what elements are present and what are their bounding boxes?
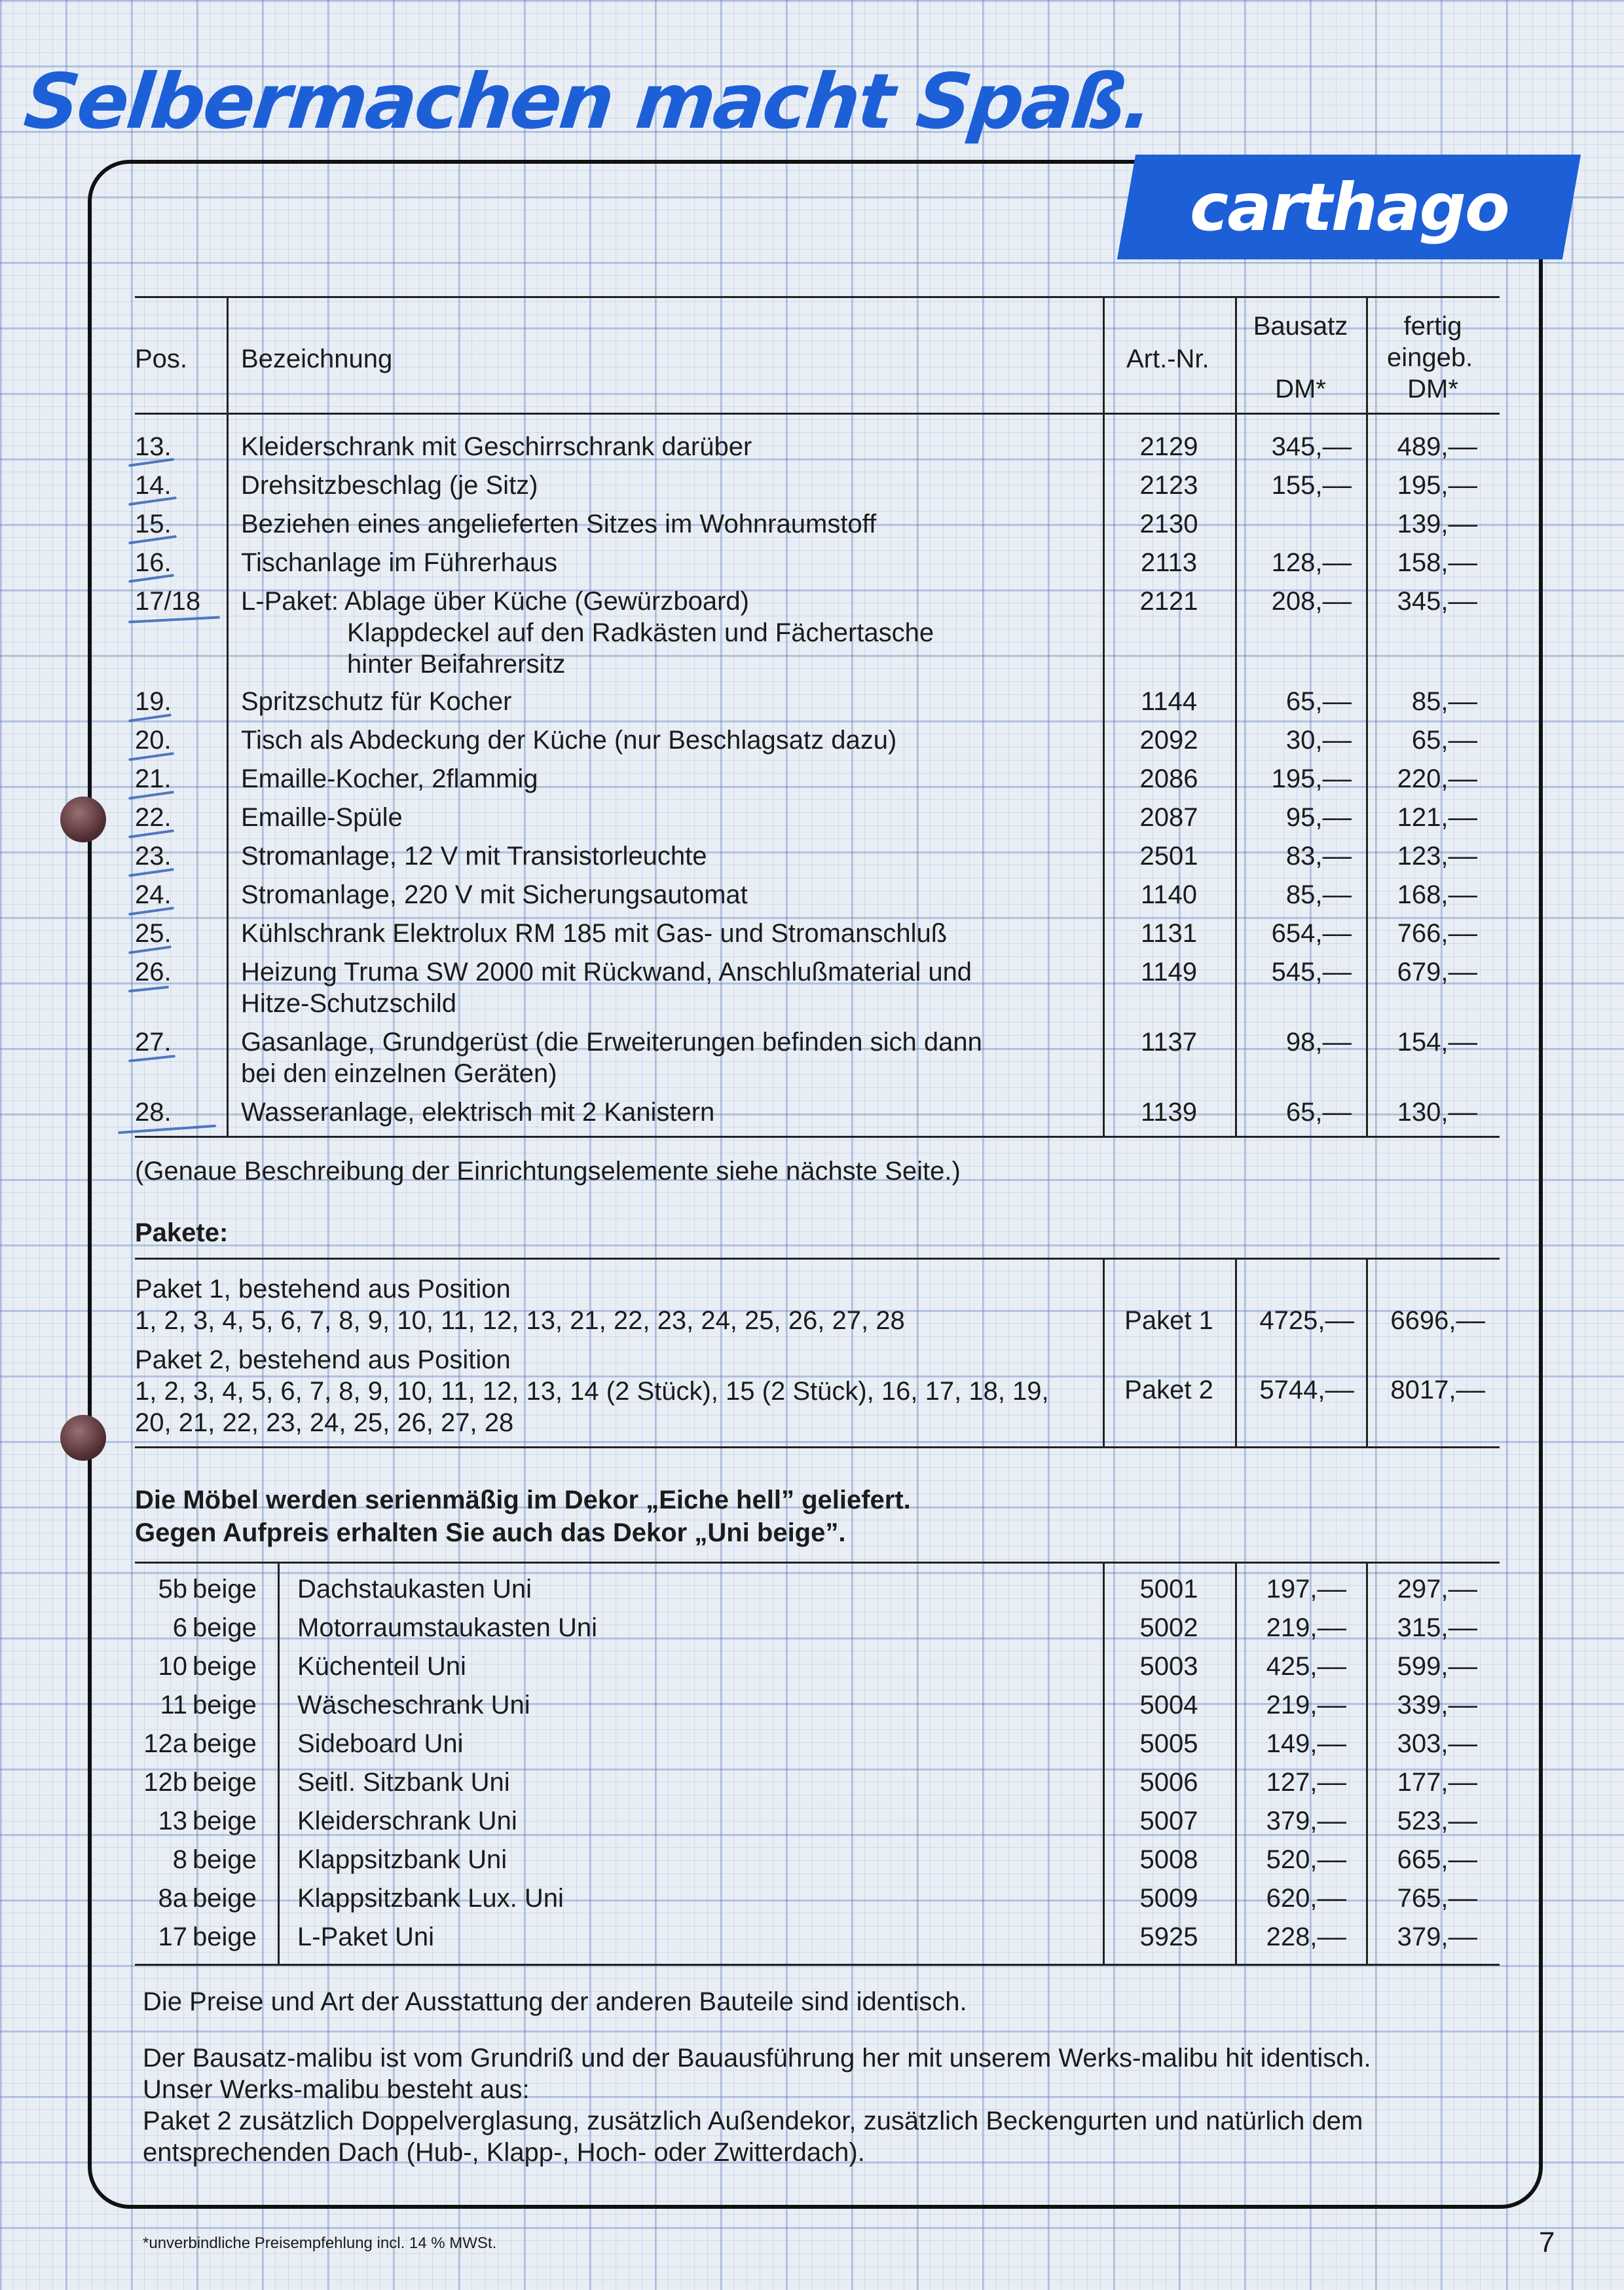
decor-color: beige: [193, 1575, 257, 1604]
decor-fertig: 379,––: [1397, 1923, 1477, 1951]
decor-art: 5009: [1139, 1884, 1198, 1913]
decor-art: 5007: [1139, 1807, 1198, 1835]
row-fertig: 123,––: [1397, 842, 1477, 871]
row-fertig: 168,––: [1397, 880, 1477, 909]
row-desc: Drehsitzbeschlag (je Sitz): [241, 471, 538, 500]
row-fertig: 85,––: [1411, 687, 1477, 716]
row-bausatz: 65,––: [1285, 1098, 1352, 1127]
decor-fertig: 297,––: [1397, 1575, 1477, 1604]
closing-paragraph-2-line1: Der Bausatz-malibu ist vom Grundriß und der Bauausführung her mit unserem Werks-malibu hit identisch.: [143, 2044, 1371, 2073]
decor-name: Klappsitzbank Lux. Uni: [297, 1884, 564, 1913]
row-bausatz: 654,––: [1271, 919, 1352, 948]
pakete-col-divider: [1235, 1258, 1237, 1448]
decor-bausatz: 620,––: [1266, 1884, 1346, 1913]
decor-fertig: 599,––: [1397, 1652, 1477, 1681]
decor-fertig: 177,––: [1397, 1768, 1477, 1797]
pakete-bottom-rule: [135, 1446, 1500, 1448]
row-desc: Tischanlage im Führerhaus: [241, 548, 558, 577]
binder-hole-bottom: [60, 1415, 106, 1461]
row-fertig: 65,––: [1411, 726, 1477, 755]
pakete-col-divider: [1366, 1258, 1368, 1448]
decor-fertig: 665,––: [1397, 1845, 1477, 1874]
row-pos: 15.: [135, 510, 172, 538]
row-fertig: 345,––: [1397, 587, 1477, 616]
decor-pos: 6: [172, 1613, 187, 1642]
table1-header-rule: [135, 413, 1500, 415]
decor-art: 5008: [1139, 1845, 1198, 1874]
header-fertig: fertig: [1403, 312, 1462, 341]
decor-color: beige: [193, 1845, 257, 1874]
row-bausatz: 545,––: [1271, 958, 1352, 986]
decor-name: Kleiderschrank Uni: [297, 1807, 517, 1835]
row-desc: Beziehen eines angelieferten Sitzes im Wohnraumstoff: [241, 510, 877, 538]
paket-desc: Paket 1, bestehend aus Position: [135, 1275, 511, 1304]
row-bausatz: 155,––: [1271, 471, 1352, 500]
decor-color: beige: [193, 1884, 257, 1913]
footnote: *unverbindliche Preisempfehlung incl. 14 % MWSt.: [143, 2234, 497, 2252]
header-bausatz-unit: DM*: [1275, 375, 1326, 404]
row-pos: 28.: [135, 1098, 172, 1127]
decor-bausatz: 219,––: [1266, 1691, 1346, 1719]
pakete-heading: Pakete:: [135, 1218, 229, 1247]
decor-bausatz: 228,––: [1266, 1923, 1346, 1951]
row-art: 1140: [1140, 880, 1197, 909]
row-fertig: 679,––: [1397, 958, 1477, 986]
description-note: (Genaue Beschreibung der Einrichtungselemente siehe nächste Seite.): [135, 1157, 961, 1186]
row-bausatz: 83,––: [1285, 842, 1352, 871]
decor-name: Dachstaukasten Uni: [297, 1575, 532, 1604]
header-pos: Pos.: [135, 345, 188, 373]
row-pos: 20.: [135, 726, 172, 755]
page-headline: Selbermachen macht Spaß.: [20, 58, 1156, 146]
decor-name: Seitl. Sitzbank Uni: [297, 1768, 510, 1797]
row-desc-line2: bei den einzelnen Geräten): [241, 1059, 557, 1088]
decor-fertig: 303,––: [1397, 1729, 1477, 1758]
row-art: 2087: [1139, 803, 1198, 832]
decor-name: Küchenteil Uni: [297, 1652, 466, 1681]
decor-pos: 13: [158, 1807, 187, 1835]
row-pos: 24.: [135, 880, 172, 909]
row-pos: 25.: [135, 919, 172, 948]
decor-name: Motorraumstaukasten Uni: [297, 1613, 597, 1642]
row-art: 1139: [1140, 1098, 1197, 1127]
paket-desc-line2: 1, 2, 3, 4, 5, 6, 7, 8, 9, 10, 11, 12, 13, 14 (2 Stück), 15 (2 Stück), 16, 17, 18, 19,: [135, 1377, 1049, 1406]
binder-hole-top: [60, 797, 106, 842]
row-desc: Spritzschutz für Kocher: [241, 687, 512, 716]
decor-bausatz: 127,––: [1266, 1768, 1346, 1797]
row-fertig: 489,––: [1397, 432, 1477, 461]
row-pos: 19.: [135, 687, 172, 716]
row-art: 1137: [1140, 1028, 1197, 1057]
row-art: 1131: [1140, 919, 1197, 948]
row-desc: Tisch als Abdeckung der Küche (nur Beschlagsatz dazu): [241, 726, 897, 755]
decor-art: 5003: [1139, 1652, 1198, 1681]
paket-label: Paket 1: [1124, 1306, 1213, 1335]
pakete-top-rule: [135, 1258, 1500, 1260]
row-desc: Heizung Truma SW 2000 mit Rückwand, Anschlußmaterial und: [241, 958, 972, 986]
row-desc: Stromanlage, 220 V mit Sicherungsautomat: [241, 880, 748, 909]
decor-art: 5001: [1139, 1575, 1198, 1604]
decor-name: L-Paket Uni: [297, 1923, 434, 1951]
brand-name: carthago: [1189, 168, 1509, 246]
paket-desc-line2: 1, 2, 3, 4, 5, 6, 7, 8, 9, 10, 11, 12, 13, 21, 22, 23, 24, 25, 26, 27, 28: [135, 1306, 905, 1335]
decor-color: beige: [193, 1923, 257, 1951]
paket-label: Paket 2: [1124, 1376, 1213, 1404]
header-art-nr: Art.-Nr.: [1126, 345, 1209, 373]
row-art: 2092: [1139, 726, 1198, 755]
header-bezeichnung: Bezeichnung: [241, 345, 393, 373]
row-fertig: 766,––: [1397, 919, 1477, 948]
decor-pos: 12a: [143, 1729, 187, 1758]
row-bausatz: 98,––: [1285, 1028, 1352, 1057]
decor-art: 5005: [1139, 1729, 1198, 1758]
row-desc: Gasanlage, Grundgerüst (die Erweiterungen befinden sich dann: [241, 1028, 982, 1057]
decor-note-line2: Gegen Aufpreis erhalten Sie auch das Dekor „Uni beige”.: [135, 1518, 846, 1547]
row-desc: Wasseranlage, elektrisch mit 2 Kanistern: [241, 1098, 715, 1127]
closing-paragraph-2-line4: entsprechenden Dach (Hub-, Klapp-, Hoch- oder Zwitterdach).: [143, 2138, 865, 2167]
table1-top-rule: [135, 296, 1500, 298]
decor-art: 5006: [1139, 1768, 1198, 1797]
row-art: 1144: [1140, 687, 1197, 716]
paket-desc-line3: 20, 21, 22, 23, 24, 25, 26, 27, 28: [135, 1408, 514, 1437]
row-pos: 16.: [135, 548, 172, 577]
decor-fertig: 339,––: [1397, 1691, 1477, 1719]
row-pos: 27.: [135, 1028, 172, 1057]
decor-pos: 8a: [158, 1884, 187, 1913]
closing-paragraph-1: Die Preise und Art der Ausstattung der anderen Bauteile sind identisch.: [143, 1987, 967, 2016]
table1-col-divider: [227, 296, 229, 1138]
decor-note-line1: Die Möbel werden serienmäßig im Dekor „Eiche hell” geliefert.: [135, 1486, 911, 1514]
row-desc: Kühlschrank Elektrolux RM 185 mit Gas- und Stromanschluß: [241, 919, 948, 948]
closing-paragraph-2-line2: Unser Werks-malibu besteht aus:: [143, 2075, 530, 2104]
decor-fertig: 523,––: [1397, 1807, 1477, 1835]
brand-logo: [1117, 155, 1581, 259]
row-bausatz: 208,––: [1271, 587, 1352, 616]
decor-color: beige: [193, 1807, 257, 1835]
row-pos: 22.: [135, 803, 172, 832]
row-bausatz: 195,––: [1271, 764, 1352, 793]
paket-bausatz: 5744,––: [1259, 1376, 1354, 1404]
row-art: 2130: [1139, 510, 1198, 538]
decor-art: 5002: [1139, 1613, 1198, 1642]
table2-top-rule: [135, 1562, 1500, 1564]
decor-art: 5004: [1139, 1691, 1198, 1719]
decor-fertig: 765,––: [1397, 1884, 1477, 1913]
decor-bausatz: 520,––: [1266, 1845, 1346, 1874]
row-pos: 23.: [135, 842, 172, 871]
row-art: 2123: [1139, 471, 1198, 500]
header-fertig-line2: eingeb.: [1387, 343, 1473, 372]
decor-pos: 10: [158, 1652, 187, 1681]
decor-art: 5925: [1139, 1923, 1198, 1951]
row-desc: Kleiderschrank mit Geschirrschrank darüber: [241, 432, 752, 461]
decor-fertig: 315,––: [1397, 1613, 1477, 1642]
row-desc: Emaille-Kocher, 2flammig: [241, 764, 538, 793]
row-desc-line2: Klappdeckel auf den Radkästen und Fächertasche: [347, 618, 934, 647]
decor-color: beige: [193, 1652, 257, 1681]
page-number: 7: [1539, 2226, 1555, 2259]
row-pos: 17/18: [135, 587, 201, 616]
row-pos: 14.: [135, 471, 172, 500]
decor-bausatz: 379,––: [1266, 1807, 1346, 1835]
row-fertig: 130,––: [1397, 1098, 1477, 1127]
row-art: 2113: [1140, 548, 1197, 577]
row-art: 2086: [1139, 764, 1198, 793]
row-bausatz: 128,––: [1271, 548, 1352, 577]
header-bausatz: Bausatz: [1253, 312, 1348, 341]
table2-col-divider: [278, 1562, 280, 1966]
paket-desc: Paket 2, bestehend aus Position: [135, 1345, 511, 1374]
row-desc-line3: hinter Beifahrersitz: [347, 650, 566, 679]
row-desc-line2: Hitze-Schutzschild: [241, 989, 457, 1018]
decor-color: beige: [193, 1768, 257, 1797]
row-bausatz: 30,––: [1285, 726, 1352, 755]
decor-name: Klappsitzbank Uni: [297, 1845, 507, 1874]
row-fertig: 121,––: [1397, 803, 1477, 832]
table1-bottom-rule: [135, 1136, 1500, 1138]
decor-pos: 8: [172, 1845, 187, 1874]
decor-color: beige: [193, 1613, 257, 1642]
row-art: 2121: [1139, 587, 1198, 616]
decor-color: beige: [193, 1691, 257, 1719]
row-bausatz: 85,––: [1285, 880, 1352, 909]
decor-name: Sideboard Uni: [297, 1729, 464, 1758]
row-bausatz: 345,––: [1271, 432, 1352, 461]
decor-pos: 11: [160, 1691, 187, 1719]
row-fertig: 195,––: [1397, 471, 1477, 500]
row-fertig: 220,––: [1397, 764, 1477, 793]
decor-bausatz: 197,––: [1266, 1575, 1346, 1604]
paket-bausatz: 4725,––: [1259, 1306, 1354, 1335]
header-fertig-unit: DM*: [1407, 375, 1458, 404]
row-pos: 13.: [135, 432, 172, 461]
decor-pos: 17: [158, 1923, 187, 1951]
row-pos: 26.: [135, 958, 172, 986]
paket-fertig: 6696,––: [1390, 1306, 1485, 1335]
decor-color: beige: [193, 1729, 257, 1758]
paket-fertig: 8017,––: [1390, 1376, 1485, 1404]
decor-bausatz: 149,––: [1266, 1729, 1346, 1758]
decor-pos: 5b: [158, 1575, 187, 1604]
decor-name: Wäscheschrank Uni: [297, 1691, 530, 1719]
row-fertig: 139,––: [1397, 510, 1477, 538]
row-bausatz: 65,––: [1285, 687, 1352, 716]
row-art: 2129: [1139, 432, 1198, 461]
row-fertig: 158,––: [1397, 548, 1477, 577]
row-desc: L-Paket: Ablage über Küche (Gewürzboard): [241, 587, 749, 616]
row-art: 1149: [1140, 958, 1197, 986]
row-desc: Stromanlage, 12 V mit Transistorleuchte: [241, 842, 707, 871]
decor-bausatz: 219,––: [1266, 1613, 1346, 1642]
row-fertig: 154,––: [1397, 1028, 1477, 1057]
row-desc: Emaille-Spüle: [241, 803, 403, 832]
decor-bausatz: 425,––: [1266, 1652, 1346, 1681]
table2-bottom-rule: [135, 1964, 1500, 1966]
decor-pos: 12b: [143, 1768, 187, 1797]
row-pos: 21.: [135, 764, 172, 793]
row-bausatz: 95,––: [1285, 803, 1352, 832]
row-art: 2501: [1139, 842, 1198, 871]
closing-paragraph-2-line3: Paket 2 zusätzlich Doppelverglasung, zusätzlich Außendekor, zusätzlich Beckengurten und natürlich dem: [143, 2107, 1363, 2135]
pakete-col-divider: [1103, 1258, 1105, 1448]
